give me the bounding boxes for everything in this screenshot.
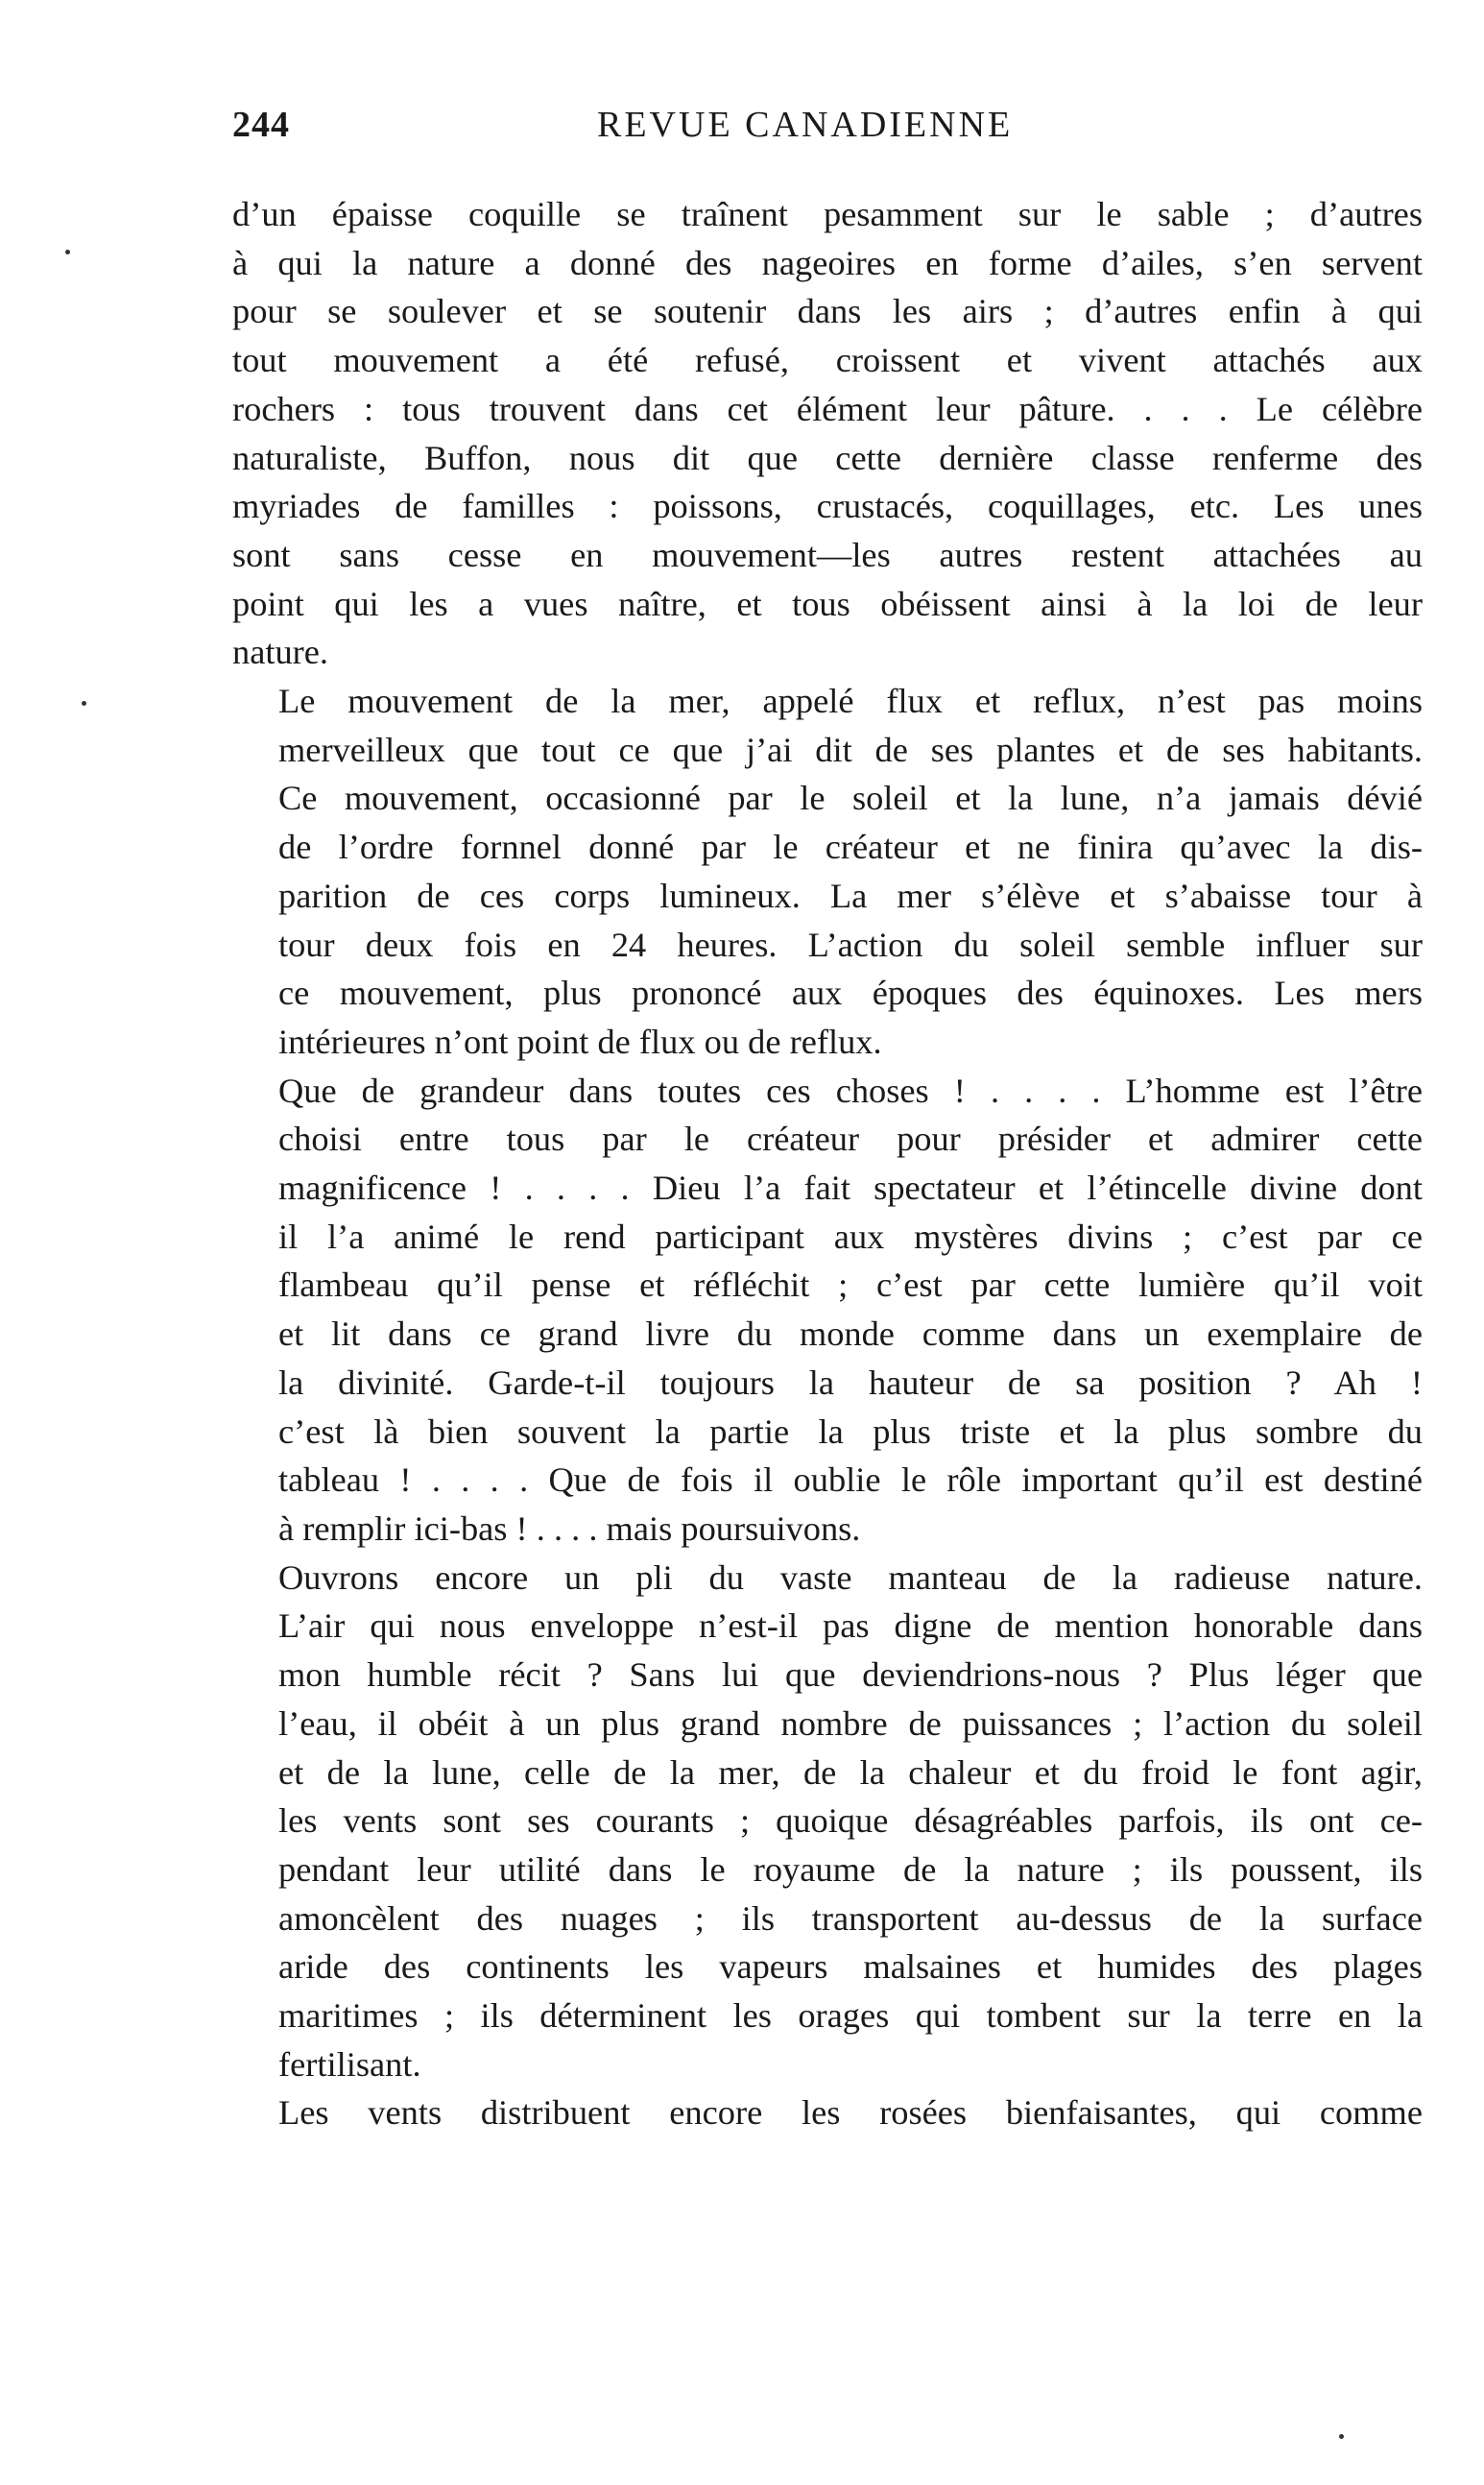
paragraph <box>232 1554 1423 2089</box>
text-line: rochers : tous trouvent dans cet élément leur pâture. . . . Le célèbre <box>232 389 1423 428</box>
paragraph <box>232 1067 1423 1554</box>
margin-speck <box>65 250 70 254</box>
text-line: merveilleux que tout ce que j’ai dit de ses plantes et de ses habitants. <box>278 730 1423 769</box>
text-line: Ouvrons encore un pli du vaste manteau de la radieuse nature. <box>278 1557 1423 1597</box>
text-line: Que de grandeur dans toutes ces choses ! . . . . L’homme est l’être <box>278 1071 1423 1110</box>
text-line: sont sans cesse en mouvement—les autres restent attachées au <box>232 535 1423 574</box>
text-line: L’air qui nous enveloppe n’est-il pas digne de mention honorable dans <box>278 1606 1423 1646</box>
text-line: à qui la nature a donné des nageoires en forme d’ailes, s’en servent <box>232 243 1423 282</box>
text-line: choisi entre tous par le créateur pour présider et admirer cette <box>278 1120 1423 1159</box>
paragraph <box>232 677 1423 1067</box>
paragraph <box>232 190 1423 677</box>
body-text <box>232 190 1423 2137</box>
text-line: aride des continents les vapeurs malsaines et humides des plages <box>278 1947 1423 1987</box>
text-line: Les vents distribuent encore les rosées bienfaisantes, qui comme <box>278 2093 1423 2133</box>
text-line: l’eau, il obéit à un plus grand nombre de puissances ; l’action du soleil <box>278 1703 1423 1743</box>
text-line: d’un épaisse coquille se traînent pesamment sur le sable ; d’autres <box>232 195 1423 233</box>
text-line: les vents sont ses courants ; quoique désagréables parfois, ils ont ce- <box>278 1801 1423 1841</box>
text-line: tableau ! . . . . Que de fois il oublie le rôle important qu’il est destiné <box>278 1460 1423 1500</box>
margin-speck <box>82 701 86 706</box>
paragraph <box>232 2088 1423 2137</box>
text-line: Le mouvement de la mer, appelé flux et reflux, n’est pas moins <box>278 682 1423 721</box>
text-line: myriades de familles : poissons, crustacés, coquillages, etc. Les unes <box>232 487 1423 526</box>
text-line: naturaliste, Buffon, nous dit que cette dernière classe renferme des <box>232 438 1423 477</box>
text-line: flambeau qu’il pense et réfléchit ; c’est par cette lumière qu’il voit <box>278 1266 1423 1305</box>
text-line: amoncèlent des nuages ; ils transportent au-dessus de la surface <box>278 1898 1423 1938</box>
margin-speck <box>1339 2434 1344 2439</box>
text-line: c’est là bien souvent la partie la plus triste et la plus sombre du <box>278 1411 1423 1451</box>
text-line: ce mouvement, plus prononcé aux époques des équinoxes. Les mers <box>278 974 1423 1013</box>
text-line: et de la lune, celle de la mer, de la chaleur et du froid le font agir, <box>278 1752 1423 1792</box>
page-number: 244 <box>232 105 290 145</box>
text-line: point qui les a vues naître, et tous obéissent ainsi à la loi de leur <box>232 584 1423 623</box>
running-title: REVUE CANADIENNE <box>597 105 1014 145</box>
text-line: de l’ordre fornnel donné par le créateur et ne finira qu’avec la dis- <box>278 828 1423 867</box>
text-line: intérieures n’ont point de flux ou de reflux. <box>278 1022 882 1061</box>
text-line: à remplir ici-bas ! . . . . mais poursuivons. <box>278 1508 861 1548</box>
text-line: pendant leur utilité dans le royaume de la nature ; ils poussent, ils <box>278 1849 1423 1889</box>
page-header <box>232 104 1423 161</box>
text-line: il l’a animé le rend participant aux mystères divins ; c’est par ce <box>278 1217 1423 1256</box>
text-line: et lit dans ce grand livre du monde comme dans un exemplaire de <box>278 1315 1423 1354</box>
text-line: fertilisant. <box>278 2044 421 2084</box>
text-line: tout mouvement a été refusé, croissent et vivent attachés aux <box>232 341 1423 380</box>
text-line: magnificence ! . . . . Dieu l’a fait spectateur et l’étincelle divine dont <box>278 1169 1423 1208</box>
text-line: maritimes ; ils déterminent les orages qui tombent sur la terre en la <box>278 1996 1423 2036</box>
text-line: tour deux fois en 24 heures. L’action du soleil semble influer sur <box>278 925 1423 964</box>
text-line: parition de ces corps lumineux. La mer s’élève et s’abaisse tour à <box>278 876 1423 915</box>
text-line: nature. <box>232 633 329 672</box>
text-line: pour se soulever et se soutenir dans les airs ; d’autres enfin à qui <box>232 292 1423 331</box>
text-line: Ce mouvement, occasionné par le soleil et la lune, n’a jamais dévié <box>278 779 1423 818</box>
text-line: la divinité. Garde-t-il toujours la hauteur de sa position ? Ah ! <box>278 1363 1423 1402</box>
text-line: mon humble récit ? Sans lui que deviendrions-nous ? Plus léger que <box>278 1655 1423 1695</box>
